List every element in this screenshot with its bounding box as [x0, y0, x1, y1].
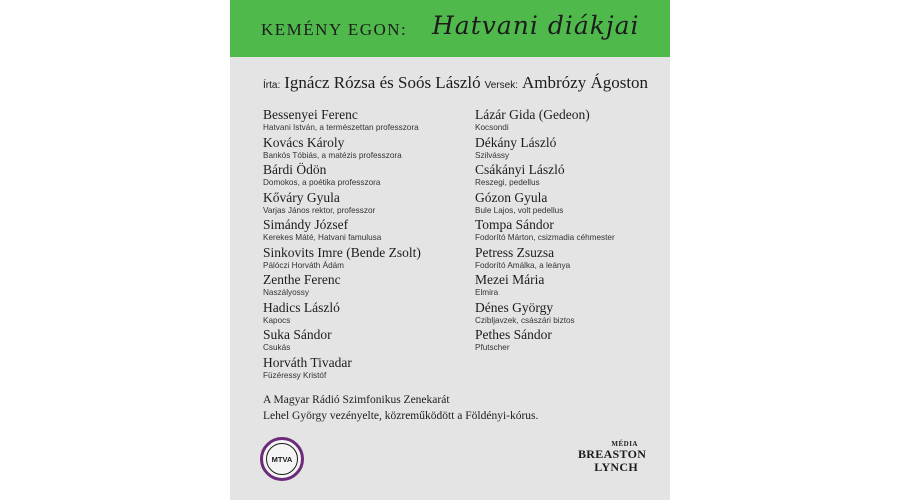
orchestra-line-2: Lehel György vezényelte, közreműködött a Földényi-kórus.	[263, 410, 539, 422]
cast-item	[263, 355, 421, 383]
written-by: Ignácz Rózsa és Soós László	[284, 73, 481, 92]
cast-item	[475, 217, 615, 245]
work-title: Hatvani diákjai	[432, 11, 640, 40]
actor-name: Kovács Károly	[263, 134, 345, 150]
role-name: Fodorító Amálka, a leánya	[475, 260, 571, 270]
actor-name: Horváth Tivadar	[263, 354, 352, 370]
actor-name: Dénes György	[475, 299, 554, 315]
cast-item	[263, 272, 421, 300]
publisher-logo-line1: BREASTON	[578, 447, 647, 461]
role-name: Elmira	[475, 288, 499, 297]
role-name: Pfutscher	[475, 343, 510, 352]
role-name: Szilvássy	[475, 150, 510, 160]
cast-item	[475, 135, 615, 163]
role-name: Naszályossy	[263, 288, 309, 297]
actor-name: Gózon Gyula	[475, 189, 548, 205]
role-name: Pálóczi Horváth Ádám	[263, 260, 344, 270]
role-name: Füzéressy Kristóf	[263, 370, 327, 380]
role-name: Kapocs	[263, 315, 291, 325]
mtva-logo-text: MTVA	[266, 443, 298, 475]
verses-label: Versek:	[484, 80, 518, 91]
credits-line	[263, 73, 648, 93]
cast-item	[475, 327, 615, 355]
role-name: Kocsondi	[475, 123, 509, 132]
role-name: Domokos, a poétika professzora	[263, 178, 381, 187]
actor-name: Simándy József	[263, 217, 349, 232]
cast-item	[475, 245, 615, 273]
role-name: Bule Lajos, volt pedellus	[475, 205, 564, 215]
cast-item	[263, 135, 421, 163]
cast-item	[263, 217, 421, 245]
actor-name: Bárdi Ödön	[263, 162, 327, 177]
cast-item	[263, 300, 421, 328]
actor-name: Bessenyei Ferenc	[263, 107, 358, 122]
role-name: Csukás	[263, 343, 291, 352]
cast-item	[263, 107, 421, 135]
written-label: Írta:	[263, 80, 281, 91]
album-cover	[230, 0, 670, 500]
cast-list-left	[263, 107, 421, 382]
actor-name: Zenthe Ferenc	[263, 272, 341, 287]
role-name: Bankós Tóbiás, a matézis professzora	[263, 150, 402, 160]
cast-item	[263, 327, 421, 355]
role-name: Reszegi, pedellus	[475, 178, 540, 187]
actor-name: Tompa Sándor	[475, 217, 554, 232]
cast-item	[475, 162, 615, 190]
actor-name: Csákányi László	[475, 162, 565, 177]
role-name: Varjas János rektor, professzor	[263, 205, 376, 215]
verses-by: Ambrózy Ágoston	[521, 73, 649, 92]
mtva-logo	[260, 437, 304, 481]
role-name: Czibljavzek, császári biztos	[475, 315, 575, 325]
cast-item	[263, 162, 421, 190]
cast-list-right	[475, 107, 615, 355]
cast-item	[475, 190, 615, 218]
role-name: Fodorító Márton, csizmadia céhmester	[475, 233, 615, 242]
actor-name: Kőváry Gyula	[263, 189, 340, 205]
publisher-logo-line2: LYNCH	[594, 460, 638, 474]
actor-name: Lázár Gida (Gedeon)	[475, 107, 590, 122]
actor-name: Petress Zsuzsa	[475, 244, 555, 260]
cast-item	[263, 190, 421, 218]
author-name: KEMÉNY EGON:	[261, 20, 408, 39]
actor-name: Mezei Mária	[475, 272, 545, 287]
orchestra-line-1: A Magyar Rádió Szimfonikus Zenekarát	[263, 394, 450, 406]
cast-item	[475, 107, 615, 135]
role-name: Kerekes Máté, Hatvani famulusa	[263, 233, 382, 242]
cast-item	[475, 300, 615, 328]
cast-item	[263, 245, 421, 273]
cast-item	[475, 272, 615, 300]
role-name: Hatvani István, a természettan professzora	[263, 123, 419, 132]
orchestra-credit	[263, 392, 538, 424]
actor-name: Suka Sándor	[263, 327, 332, 342]
publisher-logo	[578, 440, 647, 474]
actor-name: Pethes Sándor	[475, 327, 552, 342]
actor-name: Hadics László	[263, 299, 340, 315]
actor-name: Dékány László	[475, 134, 557, 150]
title-banner	[230, 0, 670, 57]
publisher-logo-media: MÉDIA	[611, 440, 638, 448]
actor-name: Sinkovits Imre (Bende Zsolt)	[263, 244, 421, 260]
